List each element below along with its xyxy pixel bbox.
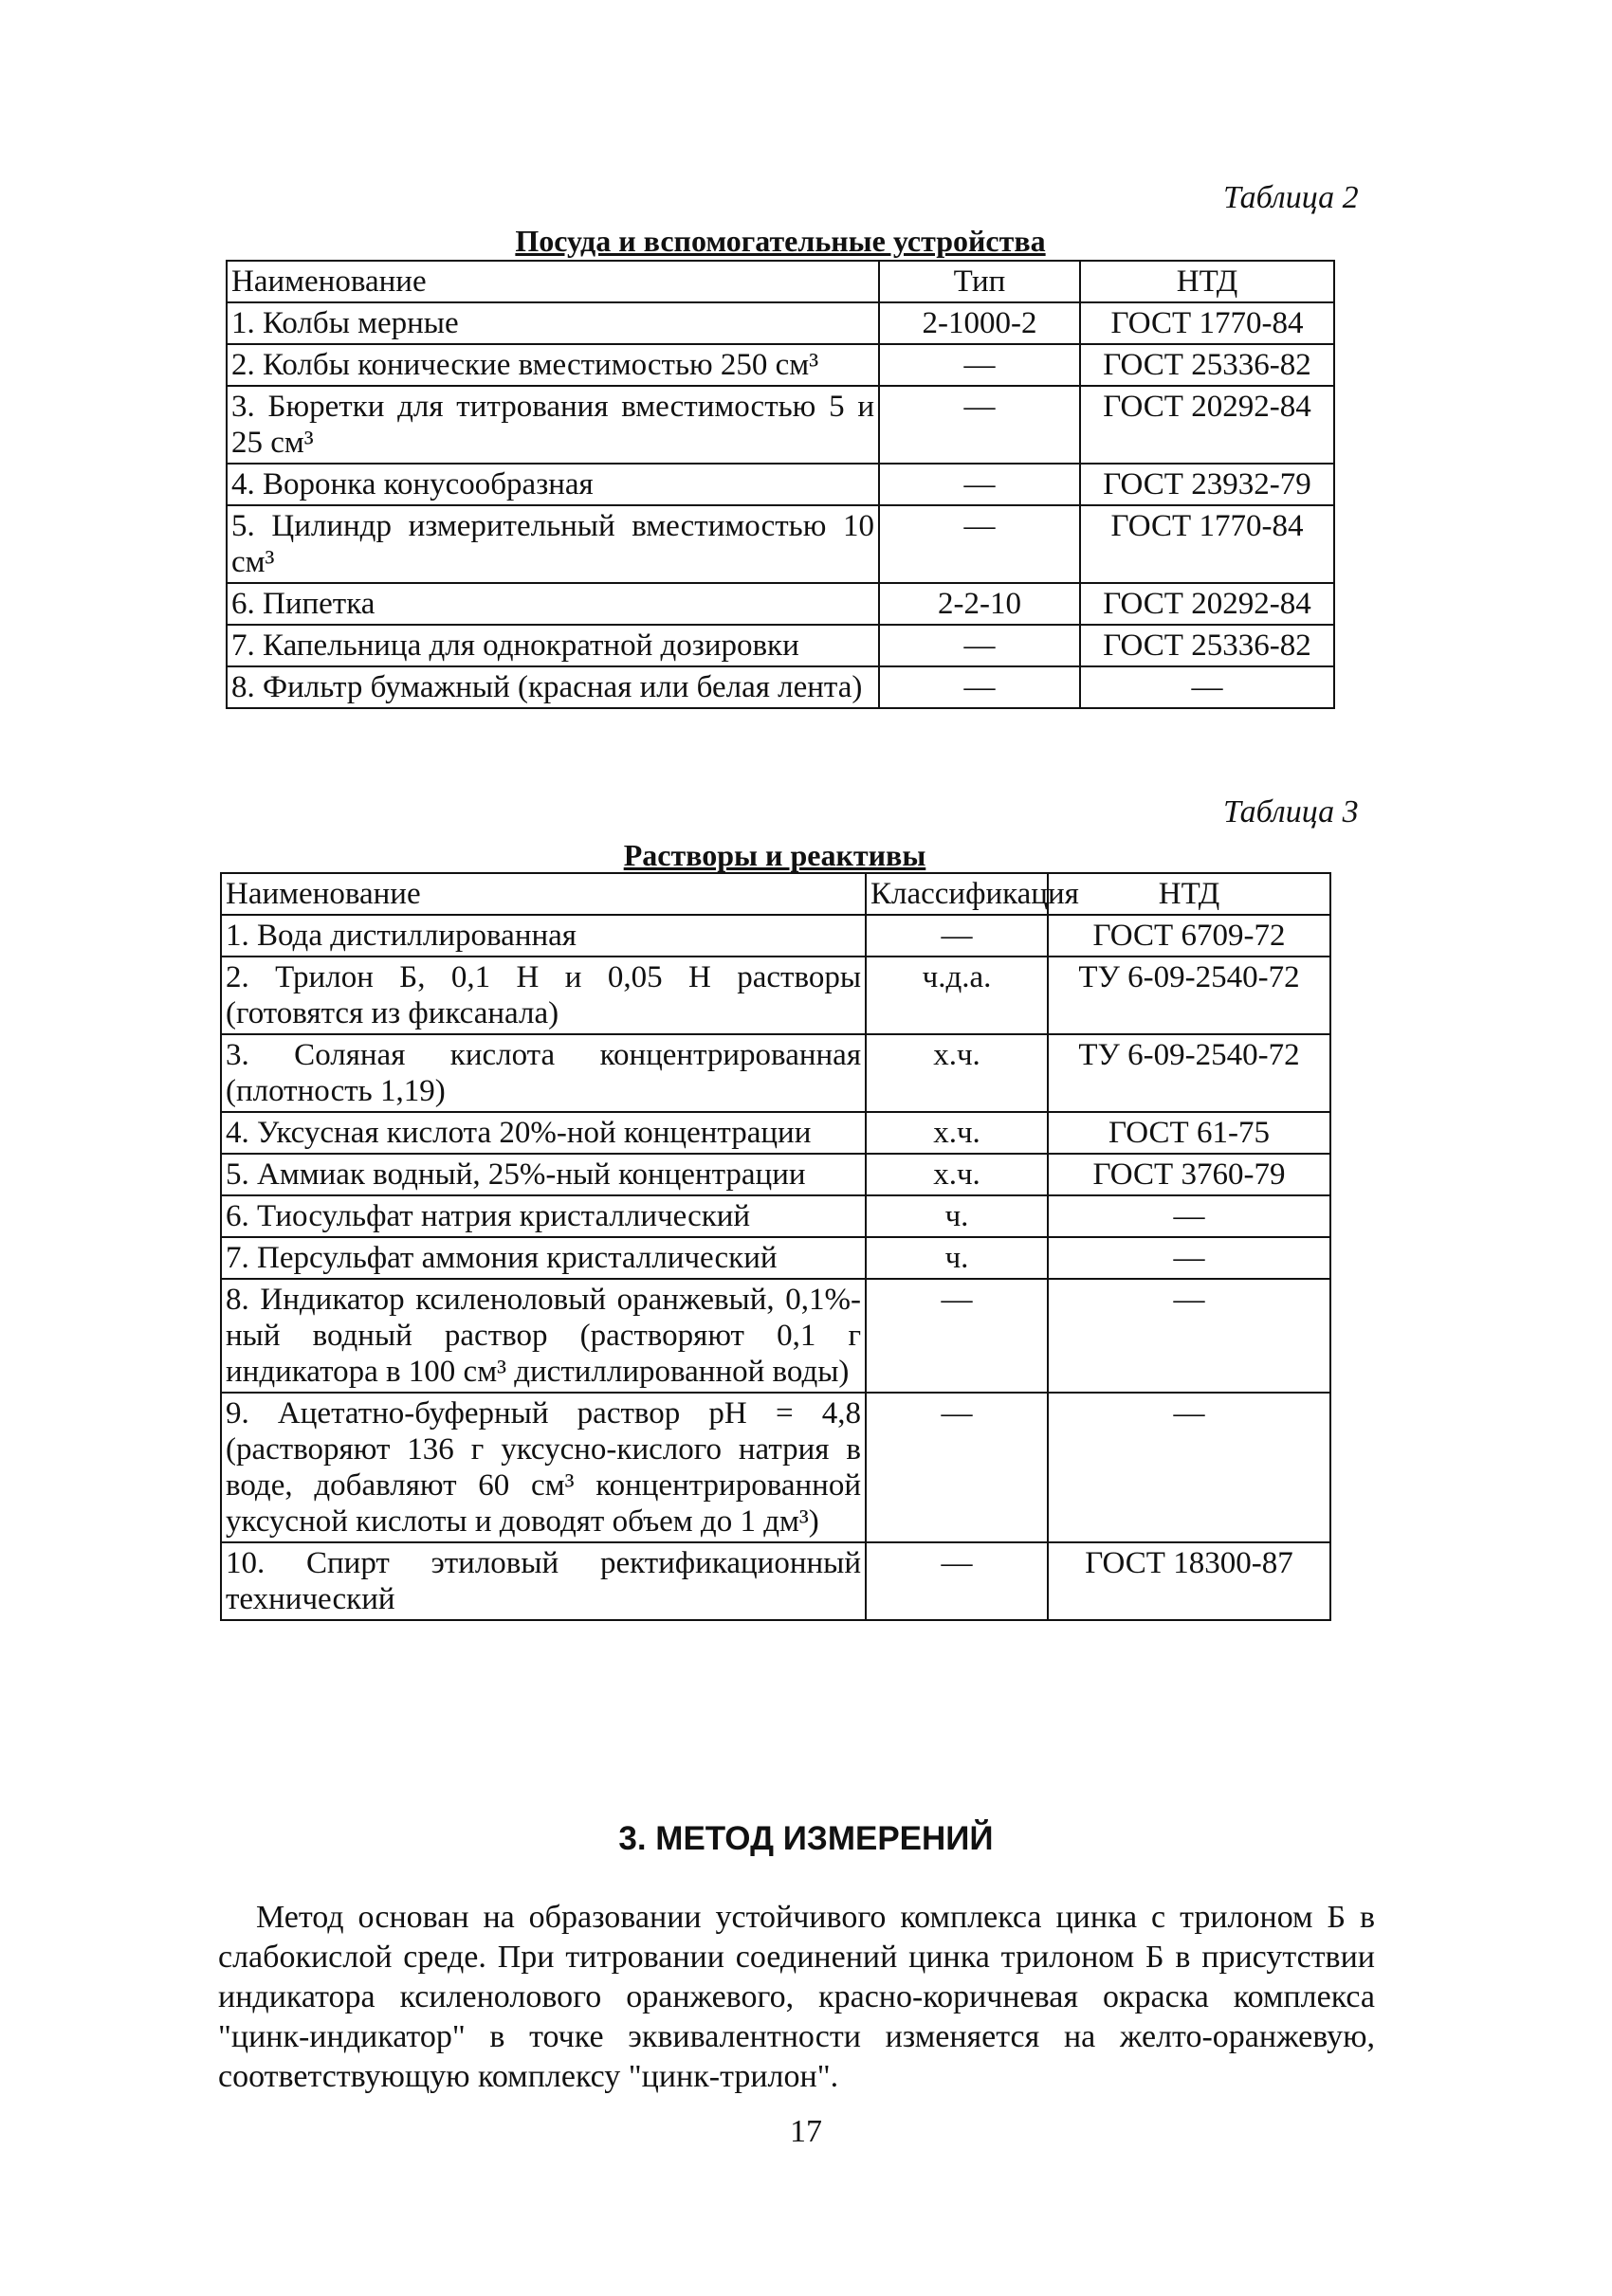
column-header: Тип <box>879 261 1080 302</box>
table-row <box>221 1154 1330 1195</box>
table-row <box>227 625 1334 666</box>
reagent-ntd-cell: — <box>1048 1195 1330 1237</box>
reagent-class-cell: х.ч. <box>866 1154 1048 1195</box>
column-header: Наименование <box>221 873 866 915</box>
item-name-cell: 5. Цилиндр измерительный вместимостью 10 см³ <box>227 505 879 583</box>
item-type-cell: — <box>879 666 1080 708</box>
table-2-title: Посуда и вспомогательные устройства <box>515 224 1046 258</box>
table-row <box>221 1034 1330 1112</box>
item-type-cell: 2-2-10 <box>879 583 1080 625</box>
reagent-class-cell: ч.д.а. <box>866 957 1048 1034</box>
table-row <box>227 505 1334 583</box>
item-type-cell: — <box>879 386 1080 464</box>
table-row <box>221 1112 1330 1154</box>
reagent-name-cell: 3. Соляная кислота концентрированная (плотность 1,19) <box>221 1034 866 1112</box>
reagent-name-cell: 9. Ацетатно-буферный раствор pH = 4,8 (растворяют 136 г уксусно-кислого натрия в воде, добавляют 60 см³ концентрированной уксусной кислоты и доводят объем до 1 дм³) <box>221 1393 866 1542</box>
item-name-cell: 2. Колбы конические вместимостью 250 см³ <box>227 344 879 386</box>
reagent-class-cell: х.ч. <box>866 1034 1048 1112</box>
item-type-cell: — <box>879 625 1080 666</box>
table-2-header-row <box>227 261 1334 302</box>
table-row <box>227 386 1334 464</box>
reagent-class-cell: — <box>866 1279 1048 1393</box>
table-row <box>227 464 1334 505</box>
column-header: Классификация <box>866 873 1048 915</box>
item-name-cell: 3. Бюретки для титрования вместимостью 5 и 25 см³ <box>227 386 879 464</box>
column-header: Наименование <box>227 261 879 302</box>
reagent-class-cell: х.ч. <box>866 1112 1048 1154</box>
reagent-name-cell: 6. Тиосульфат натрия кристаллический <box>221 1195 866 1237</box>
item-ntd-cell: ГОСТ 23932-79 <box>1080 464 1334 505</box>
reagent-ntd-cell: ГОСТ 6709-72 <box>1048 915 1330 957</box>
item-type-cell: — <box>879 505 1080 583</box>
reagent-class-cell: — <box>866 1393 1048 1542</box>
table-3-header-row <box>221 873 1330 915</box>
item-name-cell: 6. Пипетка <box>227 583 879 625</box>
item-ntd-cell: ГОСТ 20292-84 <box>1080 386 1334 464</box>
reagent-ntd-cell: — <box>1048 1279 1330 1393</box>
reagent-name-cell: 4. Уксусная кислота 20%-ной концентрации <box>221 1112 866 1154</box>
reagent-class-cell: ч. <box>866 1237 1048 1279</box>
reagent-ntd-cell: ГОСТ 3760-79 <box>1048 1154 1330 1195</box>
table-row <box>221 1542 1330 1620</box>
table-row <box>221 1393 1330 1542</box>
reagent-name-cell: 1. Вода дистиллированная <box>221 915 866 957</box>
item-ntd-cell: — <box>1080 666 1334 708</box>
item-ntd-cell: ГОСТ 25336-82 <box>1080 625 1334 666</box>
table-row <box>221 915 1330 957</box>
section-heading: 3. МЕТОД ИЗМЕРЕНИЙ <box>618 1820 994 1857</box>
reagent-ntd-cell: ГОСТ 61-75 <box>1048 1112 1330 1154</box>
reagent-ntd-cell: ГОСТ 18300-87 <box>1048 1542 1330 1620</box>
item-ntd-cell: ГОСТ 20292-84 <box>1080 583 1334 625</box>
reagent-name-cell: 2. Трилон Б, 0,1 Н и 0,05 Н растворы (готовятся из фиксанала) <box>221 957 866 1034</box>
table-row <box>227 302 1334 344</box>
table-3-caption: Таблица 3 <box>1223 794 1359 829</box>
table-row <box>221 957 1330 1034</box>
reagent-ntd-cell: ТУ 6-09-2540-72 <box>1048 957 1330 1034</box>
column-header: НТД <box>1080 261 1334 302</box>
table-2-caption: Таблица 2 <box>1223 180 1359 215</box>
reagent-ntd-cell: ТУ 6-09-2540-72 <box>1048 1034 1330 1112</box>
item-type-cell: — <box>879 344 1080 386</box>
table-row <box>227 344 1334 386</box>
table-row <box>227 583 1334 625</box>
reagent-name-cell: 5. Аммиак водный, 25%-ный концентрации <box>221 1154 866 1195</box>
item-name-cell: 8. Фильтр бумажный (красная или белая лента) <box>227 666 879 708</box>
item-name-cell: 4. Воронка конусообразная <box>227 464 879 505</box>
table-row <box>221 1279 1330 1393</box>
item-ntd-cell: ГОСТ 1770-84 <box>1080 505 1334 583</box>
item-type-cell: 2-1000-2 <box>879 302 1080 344</box>
item-type-cell: — <box>879 464 1080 505</box>
item-name-cell: 1. Колбы мерные <box>227 302 879 344</box>
method-paragraph: Метод основан на образовании устойчивого комплекса цинка с трилоном Б в слабокислой среде. При титровании соединений цинка трилоном Б в присутствии индикатора ксиленолового оранжевого, красно-коричневая окраска комплекса "цинк-индикатор" в точке эквивалентности изменяется на желто-оранжевую, соответствующую комплексу "цинк-трилон". <box>218 1900 1375 2094</box>
table-row <box>221 1237 1330 1279</box>
reagent-ntd-cell: — <box>1048 1237 1330 1279</box>
column-header: НТД <box>1048 873 1330 915</box>
table-2 <box>226 260 1335 709</box>
item-ntd-cell: ГОСТ 1770-84 <box>1080 302 1334 344</box>
item-ntd-cell: ГОСТ 25336-82 <box>1080 344 1334 386</box>
table-3-title: Растворы и реактивы <box>623 838 926 872</box>
reagent-name-cell: 10. Спирт этиловый ректификационный технический <box>221 1542 866 1620</box>
reagent-class-cell: — <box>866 915 1048 957</box>
reagent-class-cell: ч. <box>866 1195 1048 1237</box>
reagent-name-cell: 7. Персульфат аммония кристаллический <box>221 1237 866 1279</box>
reagent-class-cell: — <box>866 1542 1048 1620</box>
page-number: 17 <box>790 2114 822 2149</box>
table-3 <box>220 872 1331 1621</box>
table-row <box>227 666 1334 708</box>
item-name-cell: 7. Капельница для однократной дозировки <box>227 625 879 666</box>
reagent-ntd-cell: — <box>1048 1393 1330 1542</box>
reagent-name-cell: 8. Индикатор ксиленоловый оранжевый, 0,1%-ный водный раствор (растворяют 0,1 г индикатора в 100 см³ дистиллированной воды) <box>221 1279 866 1393</box>
table-row <box>221 1195 1330 1237</box>
